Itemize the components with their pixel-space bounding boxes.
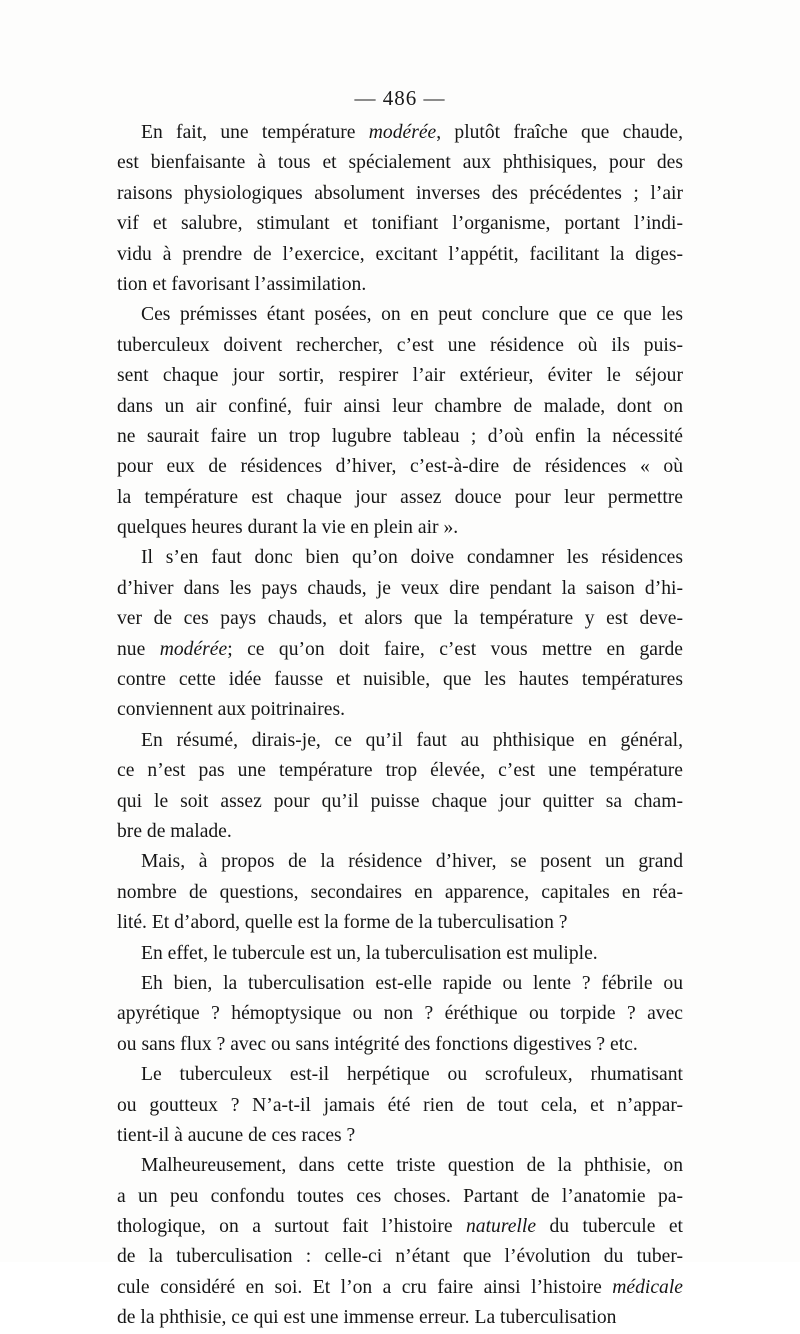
text-line: tient-il à aucune de ces races ? <box>117 1124 356 1146</box>
text-line: lité. Et d’abord, quelle est la forme de la tuberculisation ? <box>117 912 568 934</box>
text-line: Malheureusement, dans cette triste question de la phthisie, on <box>141 1155 683 1177</box>
text-line: nombre de questions, secondaires en apparence, capitales en réa- <box>117 881 683 903</box>
text-line: de la tuberculisation : celle-ci n’étant que l’évolution du tuber- <box>117 1246 683 1268</box>
text-line: conviennent aux poitrinaires. <box>117 699 345 721</box>
text-line: a un peu confondu toutes ces choses. Partant de l’anatomie pa- <box>117 1185 683 1207</box>
text-line: Il s’en faut donc bien qu’on doive condamner les résidences <box>141 547 683 569</box>
text-line: pour eux de résidences d’hiver, c’est-à-dire de résidences « où <box>117 456 683 478</box>
text-line: Ces prémisses étant posées, on en peut conclure que ce que les <box>141 304 683 326</box>
text-line: Mais, à propos de la résidence d’hiver, se posent un grand <box>141 851 683 873</box>
paragraph <box>117 1151 683 1333</box>
paragraph <box>117 847 683 938</box>
text-line: d’hiver dans les pays chauds, je veux dire pendant la saison d’hi- <box>117 577 683 599</box>
text-line: est bienfaisante à tous et spécialement aux phthisiques, pour des <box>117 152 683 174</box>
text-line: ver de ces pays chauds, et alors que la température y est deve- <box>117 608 683 630</box>
text-line: En effet, le tubercule est un, la tuberculisation est muliple. <box>141 942 598 964</box>
paragraph <box>117 969 683 1060</box>
text-line: nue modérée; ce qu’on doit faire, c’est vous mettre en garde <box>117 638 683 660</box>
paragraph <box>117 118 683 300</box>
text-line: dans un air confiné, fuir ainsi leur chambre de malade, dont on <box>117 395 683 417</box>
text-line: ce n’est pas une température trop élevée, c’est une température <box>117 760 683 782</box>
paragraph <box>117 1060 683 1151</box>
text-line: En fait, une température modérée, plutôt fraîche que chaude, <box>141 122 684 143</box>
text-line: qui le soit assez pour qu’il puisse chaque jour quitter sa cham- <box>117 790 683 812</box>
paragraph <box>117 939 683 969</box>
text-line: Le tuberculeux est-il herpétique ou scrofuleux, rhumatisant <box>141 1064 683 1086</box>
text-line: ou goutteux ? N’a-t-il jamais été rien de tout cela, et n’appar- <box>117 1094 683 1116</box>
text-line: contre cette idée fausse et nuisible, que les hautes températures <box>117 669 683 691</box>
body-text <box>117 118 683 1334</box>
text-line: thologique, on a surtout fait l’histoire naturelle du tubercule et <box>117 1216 683 1238</box>
text-line: Eh bien, la tuberculisation est-elle rapide ou lente ? fébrile ou <box>141 972 683 994</box>
text-line: ou sans flux ? avec ou sans intégrité des fonctions digestives ? etc. <box>117 1033 638 1055</box>
text-line: la température est chaque jour assez douce pour leur permettre <box>117 486 683 508</box>
paragraph <box>117 543 683 725</box>
paragraph <box>117 726 683 848</box>
page-number: — 486 — <box>354 86 446 110</box>
text-line: sent chaque jour sortir, respirer l’air extérieur, éviter le séjour <box>117 365 683 387</box>
text-line: vif et salubre, stimulant et tonifiant l’organisme, portant l’indi- <box>117 213 683 235</box>
text-line: tuberculeux doivent rechercher, c’est une résidence où ils puis- <box>117 334 683 356</box>
text-line: En résumé, dirais-je, ce qu’il faut au phthisique en général, <box>141 729 683 751</box>
text-line: apyrétique ? hémoptysique ou non ? éréthique ou torpide ? avec <box>117 1003 683 1025</box>
text-line: bre de malade. <box>117 820 232 842</box>
text-line: quelques heures durant la vie en plein air ». <box>117 517 459 539</box>
text-line: cule considéré en soi. Et l’on a cru faire ainsi l’histoire médicale <box>117 1276 683 1298</box>
paragraph <box>117 300 683 543</box>
text-line: ne saurait faire un trop lugubre tableau ; d’où enfin la nécessité <box>117 425 683 447</box>
text-line: raisons physiologiques absolument inverses des précédentes ; l’air <box>117 182 683 204</box>
text-line: tion et favorisant l’assimilation. <box>117 273 367 295</box>
text-line: vidu à prendre de l’exercice, excitant l’appétit, facilitant la diges- <box>117 243 683 265</box>
text-line: de la phthisie, ce qui est une immense erreur. La tuberculisation <box>117 1307 617 1329</box>
